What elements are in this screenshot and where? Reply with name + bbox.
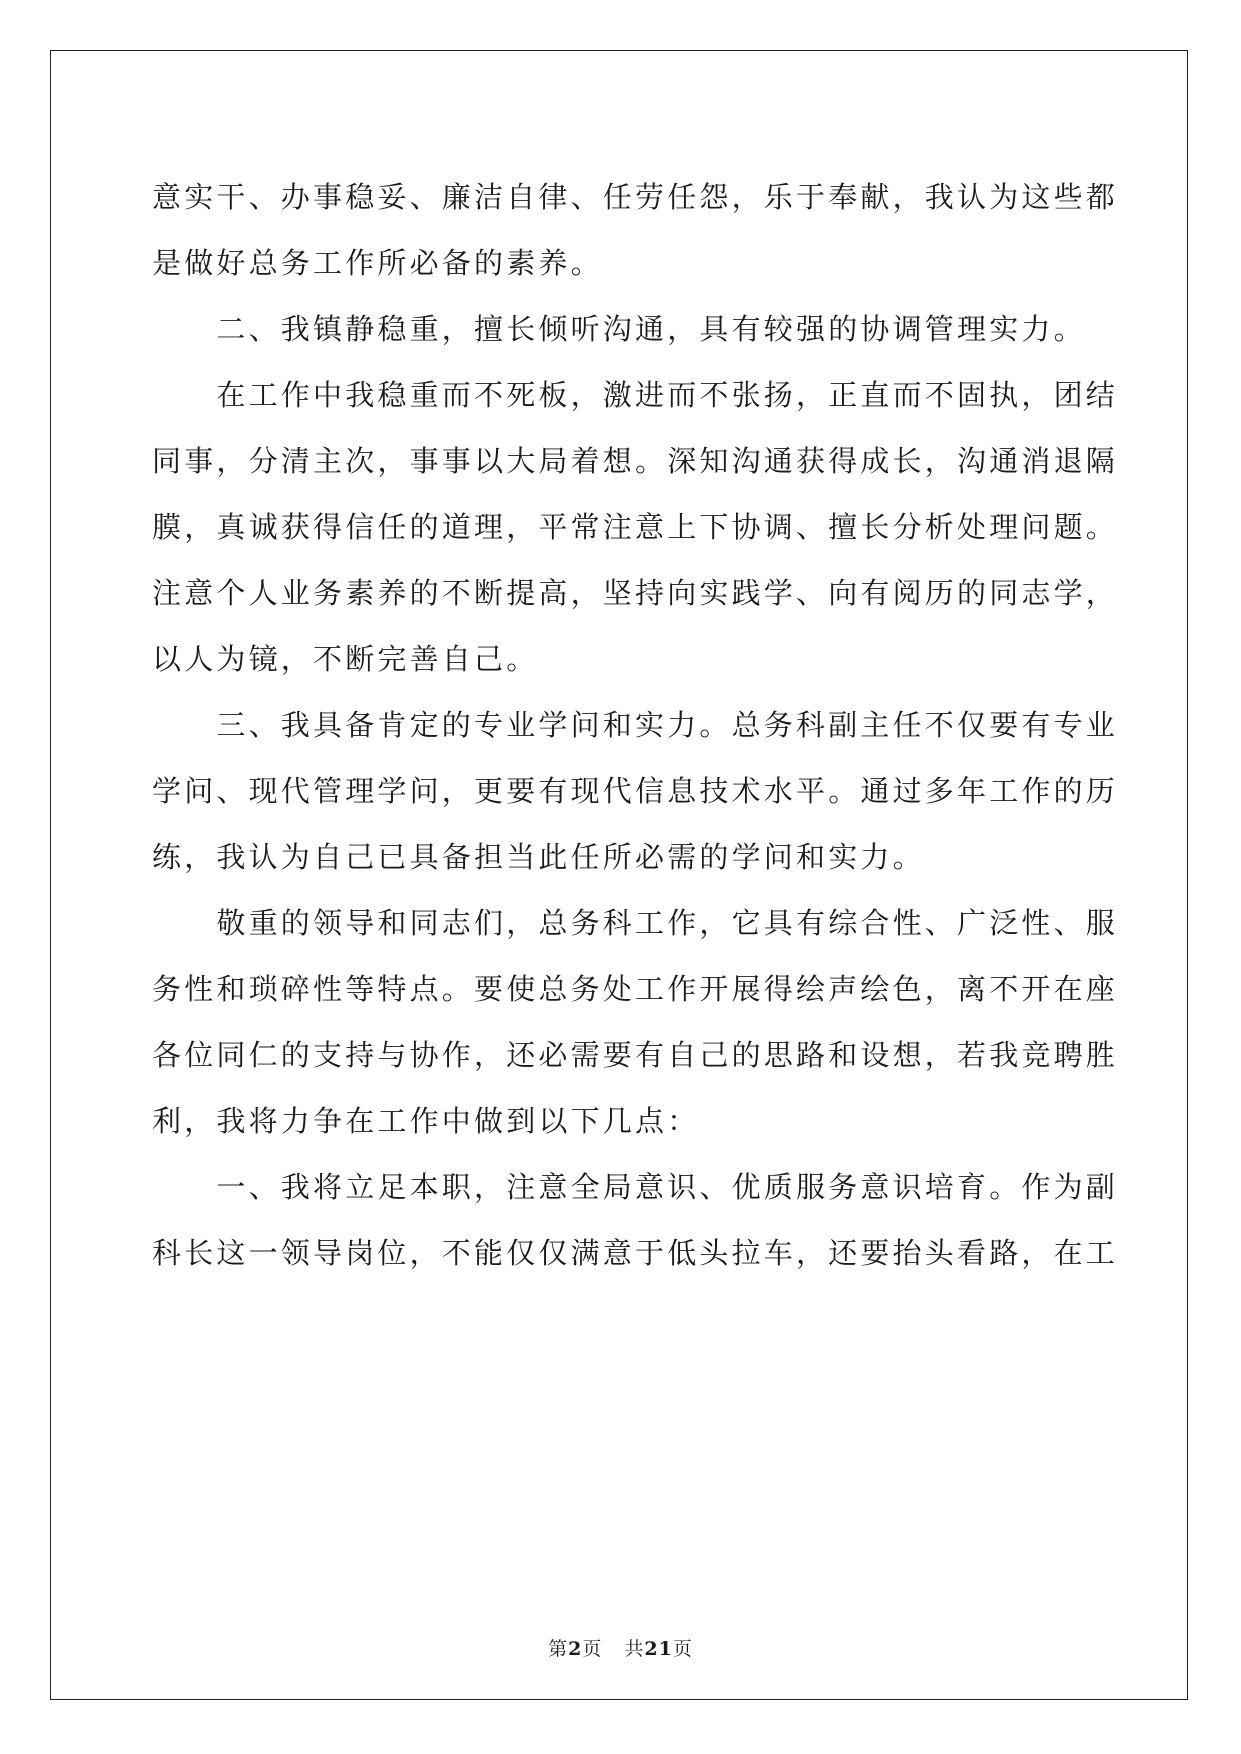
text-line: 学问、现代管理学问，更要有现代信息技术水平。通过多年工作的历 [152, 774, 1119, 808]
text-line: 是做好总务工作所必备的素养。 [152, 246, 603, 280]
text-line: 二、我镇静稳重，擅长倾听沟通，具有较强的协调管理实力。 [152, 312, 1086, 346]
text-line: 意实干、办事稳妥、廉洁自律、任劳任怨，乐于奉献，我认为这些都 [152, 180, 1119, 214]
text-line: 在工作中我稳重而不死板，激进而不张扬，正直而不固执，团结 [152, 378, 1119, 412]
text-line: 利，我将力争在工作中做到以下几点： [152, 1104, 700, 1138]
page-total: 21 [644, 1638, 673, 1660]
text-line: 一、我将立足本职，注意全局意识、优质服务意识培育。作为副 [152, 1170, 1119, 1204]
text-line: 以人为镜，不断完善自己。 [152, 642, 539, 676]
page-current: 2 [568, 1638, 583, 1660]
text-line: 膜，真诚获得信任的道理，平常注意上下协调、擅长分析处理问题。 [152, 510, 1119, 544]
text-line: 三、我具备肯定的专业学问和实力。总务科副主任不仅要有专业 [152, 708, 1119, 742]
text-line: 练，我认为自己已具备担当此任所必需的学问和实力。 [152, 840, 925, 874]
text-line: 务性和琐碎性等特点。要使总务处工作开展得绘声绘色，离不开在座 [152, 972, 1119, 1006]
text-line: 同事，分清主次，事事以大局着想。深知沟通获得成长，沟通消退隔 [152, 444, 1119, 478]
text-line: 各位同仁的支持与协作，还必需要有自己的思路和设想，若我竞聘胜 [152, 1038, 1119, 1072]
page-unit: 页 [582, 1638, 603, 1660]
total-prefix: 共 [624, 1638, 645, 1660]
text-line: 敬重的领导和同志们，总务科工作，它具有综合性、广泛性、服 [152, 906, 1119, 940]
text-line: 注意个人业务素养的不断提高，坚持向实践学、向有阅历的同志学， [152, 576, 1119, 610]
page-prefix: 第 [548, 1638, 569, 1660]
total-unit: 页 [672, 1638, 693, 1660]
text-line: 科长这一领导岗位，不能仅仅满意于低头拉车，还要抬头看路，在工 [152, 1236, 1119, 1270]
document-body [152, 164, 1119, 1286]
page-footer [0, 1634, 1241, 1661]
